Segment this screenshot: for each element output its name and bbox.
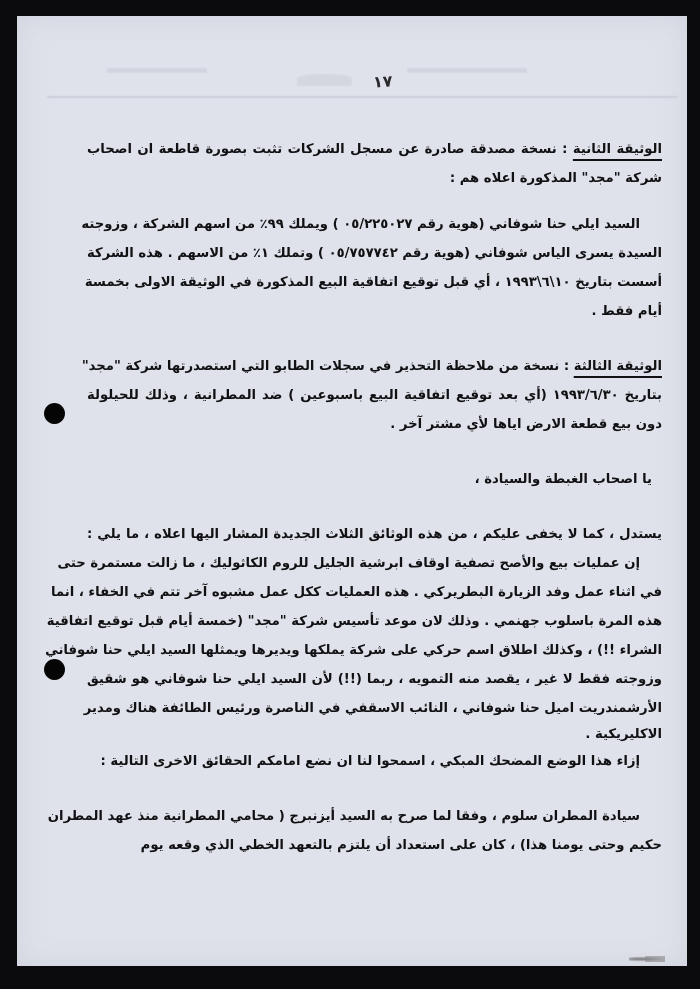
conclusion-body-line: الأرشمندريت اميل حنا شوفاني ، النائب الاسقفي في الناصرة ورئيس الطائفة هناك ومدير [83, 701, 662, 716]
doc2-line-text: : نسخة مصدقة صادرة عن مسجل الشركات تثبت بصورة قاطعة ان اصحاب [87, 142, 568, 157]
letterhead-bleed-logo [297, 74, 352, 86]
conclusion-body-line: إن عمليات بيع والأصح تصفية اوقاف ابرشية الجليل للروم الكاثوليك ، ما زالت مستمرة حتى [57, 556, 640, 571]
doc2-heading: الوثيقة الثانية [572, 142, 663, 157]
conclusion-body-line: الشراء !!) ، وكذلك اطلاق اسم حركي على شركة يملكها ويديرها ويمثلها السيد ايلي حنا شوفاني [45, 643, 662, 658]
conclusion-body-line: الاكليريكية . [585, 727, 662, 742]
doc2-paragraph-line [87, 135, 662, 164]
doc3-paragraph-line: دون بيع قطعة الارض اياها لأي مشتر آخر . [390, 417, 662, 432]
conclusion-body-line: وزوجته فقط لا غير ، يقصد منه التمويه ، ربما (!!) لأن السيد ايلي حنا شوفاني هو شقيق [87, 672, 662, 687]
doc3-line-text: : نسخة من ملاحظة التحذير في سجلات الطابو التي استصدرتها شركة "مجد" [81, 359, 570, 374]
doc2-body-line: أسست بتاريخ ١٠\٦\١٩٩٣ ، أي قبل توقيع اتفاقية البيع المذكورة في الوثيقة الاولى بخمسة [84, 275, 662, 290]
letterhead-bleed-rule [47, 96, 677, 98]
letterhead-bleed-text-block [407, 68, 527, 73]
conclusion-body-line: هذه المرة باسلوب جهنمي . وذلك لان موعد تأسيس شركة "مجد" (خمسة أيام قبل توقيع اتفاقية [46, 614, 662, 629]
conclusion-body-line: في اثناء عمل وفد الزيارة البطريركي . هذه العمليات ككل عمل مشبوه آخر تتم في الخفاء ، انما [50, 585, 662, 600]
doc2-paragraph-line: شركة "مجد" المذكورة اعلاه هم : [449, 171, 662, 186]
facts-intro: إزاء هذا الوضع المضحك المبكي ، اسمحوا لنا ان نضع امامكم الحقائق الاخرى التالية : [100, 754, 640, 769]
doc3-paragraph-line [81, 352, 662, 381]
doc3-paragraph-line: بتاريخ ١٩٩٣/٦/٣٠ (أي بعد توقيع اتفاقية البيع باسبوعين ) ضد المطرانية ، وذلك للحيلولة [87, 388, 662, 403]
doc2-body-line: السيد ايلي حنا شوفاني (هوية رقم ٠٥/٢٢٥٠٢٧ ) ويملك ٩٩٪ من اسهم الشركة ، وزوجته [81, 217, 640, 232]
letterhead-bleed-text-block [107, 68, 207, 73]
facts-body-line: حكيم وحتى يومنا هذا) ، كان على استعداد أن يلتزم بالتعهد الخطي الذي وقعه يوم [140, 838, 662, 853]
margin-mark [629, 956, 669, 962]
letter-body [45, 135, 663, 860]
salutation: يا اصحاب الغبطة والسيادة ، [474, 472, 652, 487]
facts-body-line: سيادة المطران سلوم ، وفقا لما صرح به السيد أيزنبرج ( محامي المطرانية منذ عهد المطران [47, 809, 640, 824]
doc2-body-line: أيام فقط . [591, 304, 662, 319]
conclusion-intro: يستدل ، كما لا يخفى عليكم ، من هذه الوثائق الثلاث الجديدة المشار اليها اعلاه ، ما يلي : [87, 527, 662, 542]
doc3-heading: الوثيقة الثالثة [573, 359, 662, 374]
page-number: ١٧ [372, 71, 394, 92]
doc2-body-line: السيدة يسرى الياس شوفاني (هوية رقم ٠٥/٧٥٧٧٤٢ ) وتملك ١٪ من الاسهم . هذه الشركة [87, 246, 662, 261]
punch-hole-top [44, 403, 65, 424]
